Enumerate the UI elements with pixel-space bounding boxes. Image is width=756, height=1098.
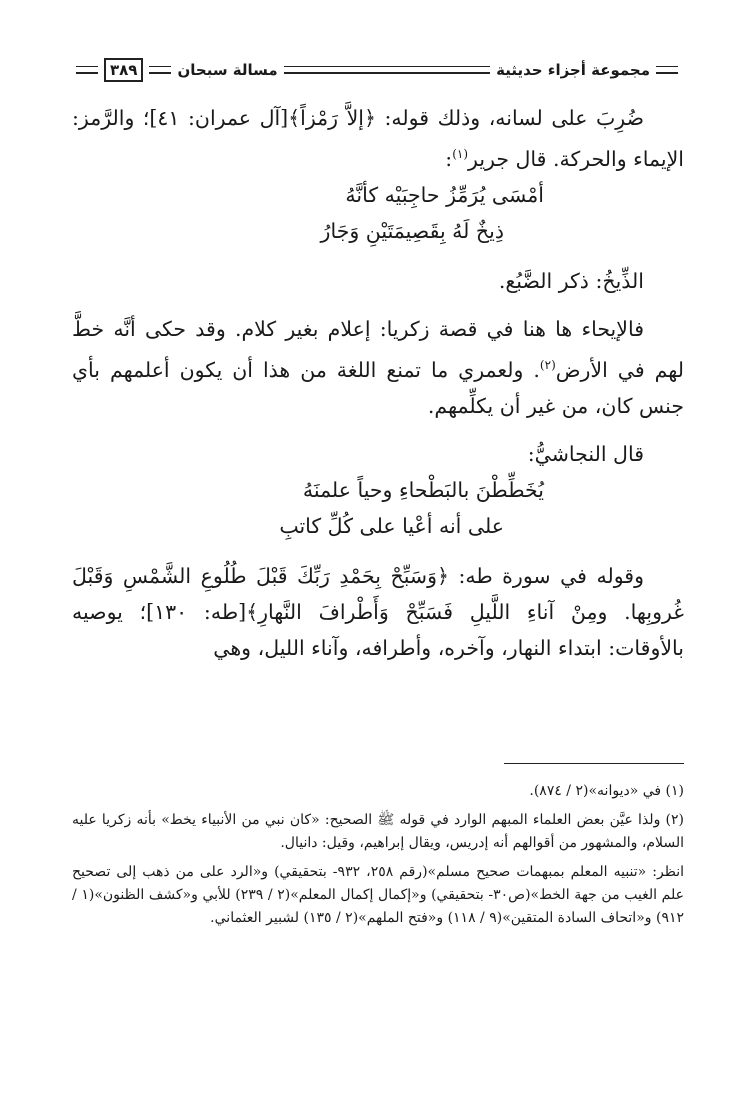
paragraph-3: قال النجاشيُّ: [527,441,644,466]
paragraph-2 [72,311,684,424]
footnote-ref-1: (١) [452,147,469,161]
footnote-2: (٢) ولذا عيَّن بعض العلماء المبهم الوارد في قوله ﷺ الصحيح: «كان نبي من الأنبياء يخط» بأنه زكريا عليه السلام، والمشهور من أقوالهم أنه إدريس، ويقال إبراهيم، وقيل: دانيال. [72,812,684,851]
page-number: ٣٨٩ [104,58,143,82]
book-title: مجموعة أجزاء حديثية [496,61,650,79]
verse-2-first-hemistich: يُخَطِّطْنَ بالبَطْحاءِ وحياً علمنَهُ [302,477,544,502]
header-rule-left [76,66,98,74]
header-rule-left-inner [149,66,171,74]
paragraph-2-text: فالإيحاء ها هنا في قصة زكريا: إعلام بغير كلام. وقد حكى أنَّه خطَّ لهم في الأرض [72,316,684,382]
paragraph-2-end: . ولعمري ما تمنع اللغة من هذا أن يكون أعلمهم بأي جنس كان، من غير أن يكلِّمهم. [72,357,684,418]
paragraph-4: وقوله في سورة طه: ﴿وَسَبِّحْ بِحَمْدِ رَبِّكَ قَبْلَ طُلُوعِ الشَّمْسِ وَقَبْلَ غُروبِها. ومِنْ آناءِ اللَّيلِ فَسَبِّحْ وَأَطْرافَ النَّهارِ﴾[طه: ١٣٠]؛ يوصيه بالأوقات: ابتداء النهار، وآخره، وأطرافه، وآناء الليل، وهي [72,563,684,660]
footnote-2-references: انظر: «تنبيه المعلم بمبهمات صحيح مسلم»(رقم ٢٥٨، ٩٣٢- بتحقيقي) و«الرد على من ذهب إلى تصحيح علم الغيب من جهة الخط»(ص٣٠- بتحقيقي) و«إكمال إكمال المعلم»(٢ / ٢٣٩) للأبي و«كشف الظنون»(١ / ٩١٢) و«اتحاف السادة المتقين»(٩ / ١١٨) و«فتح الملهم»(٢ / ١٣٥) لشبير العثماني. [72,864,684,926]
footnote-1: (١) في «ديوانه»(٢ / ٨٧٤). [529,783,684,799]
paragraph-1 [72,100,684,177]
section-title: مسالة سبحان [177,61,278,79]
verse-1-first-hemistich: أمْسَى يُرَمِّزُ حاجِبَيْه كأنَّهُ [345,182,544,207]
main-text [72,100,684,666]
verse-1-second-hemistich: ذِيخٌ لَهُ بِقَصِيمَتَيْنِ وَجَارُ [320,218,504,243]
gloss-line: الذِّيخُ: ذكر الضَّبُع. [498,268,644,293]
footnotes [72,780,684,936]
footnote-ref-2: (٢) [539,357,556,372]
verse-2-second-hemistich: على أنه أعْيا على كُلِّ كاتبِ [279,513,504,538]
paragraph-1-end: : [445,146,453,171]
header-rule-right [656,66,678,74]
paragraph-1-text: ضُرِبَ على لسانه، وذلك قوله: ﴿إلاَّ رَمْزاً﴾[آل عمران: ٤١]؛ والرَّمز: الإيماء والحركة. قال جرير [72,106,684,171]
header-rule-middle [284,66,490,74]
running-header [70,58,684,82]
footnote-separator [504,763,684,764]
